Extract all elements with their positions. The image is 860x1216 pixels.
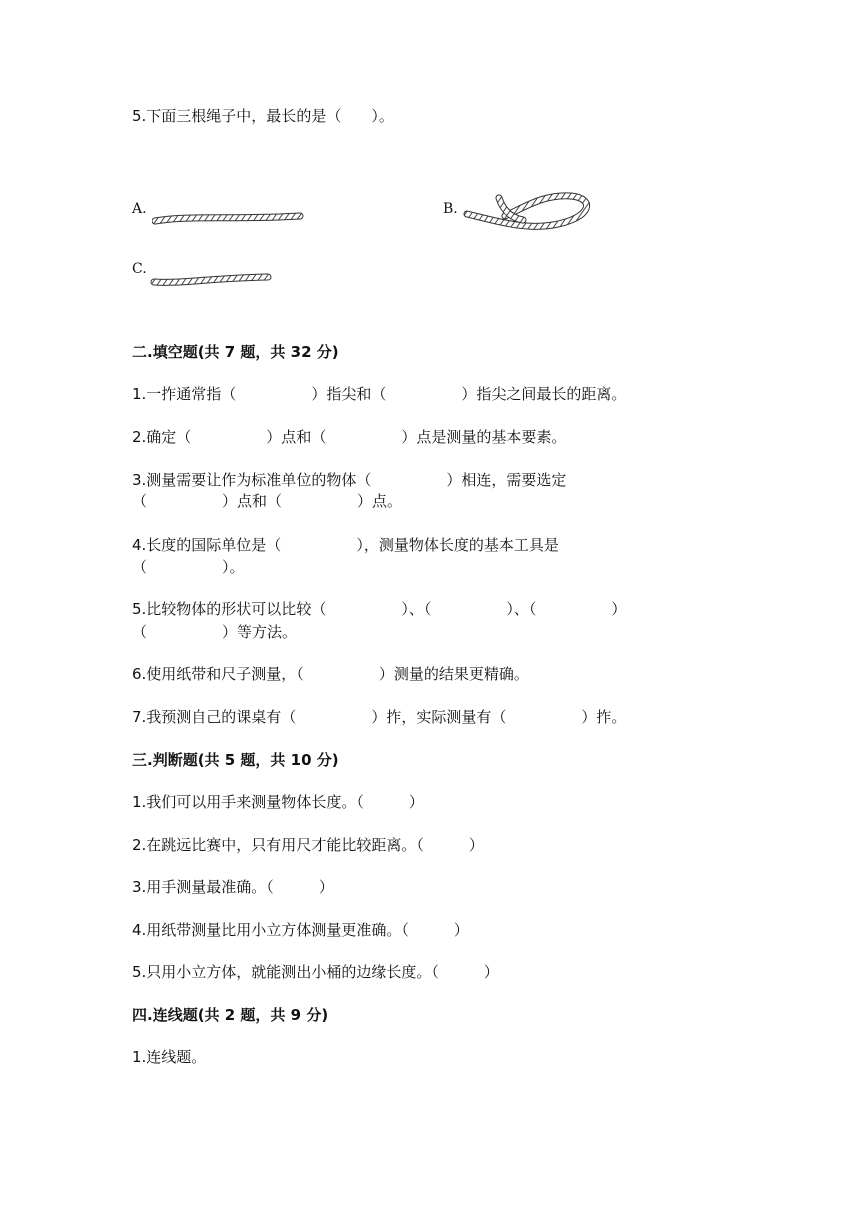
fill-question-6: 6.使用纸带和尺子测量，（ ）测量的结果更精确。: [132, 665, 529, 683]
rope-straight-short-icon: [150, 268, 272, 290]
judge-question-5: 5.只用小立方体，就能测出小桶的边缘长度。（ ）: [132, 963, 499, 981]
match-question-1: 1.连线题。: [132, 1048, 207, 1066]
option-a-label: A.: [132, 201, 147, 217]
judge-question-2: 2.在跳远比赛中，只有用尺才能比较距离。（ ）: [132, 836, 484, 854]
section-heading-fill: 二.填空题(共 7 题，共 32 分): [132, 343, 339, 361]
question-5-stem: 5.下面三根绳子中，最长的是（ ）。: [132, 107, 394, 125]
option-b-label: B.: [443, 201, 458, 217]
judge-question-3: 3.用手测量最准确。（ ）: [132, 878, 334, 896]
judge-question-1: 1.我们可以用手来测量物体长度。（ ）: [132, 793, 424, 811]
fill-question-5-line-1: 5.比较物体的形状可以比较（ ）、（ ）、（ ）: [132, 600, 627, 618]
section-heading-match: 四.连线题(共 2 题，共 9 分): [132, 1006, 329, 1024]
rope-looped-icon: [463, 190, 599, 236]
fill-question-3-line-2: （ ）点和（ ）点。: [132, 492, 403, 510]
fill-question-2: 2.确定（ ）点和（ ）点是测量的基本要素。: [132, 428, 567, 446]
fill-question-4-line-2: （ ）。: [132, 558, 245, 576]
fill-question-5-line-2: （ ）等方法。: [132, 623, 298, 641]
option-c-label: C.: [132, 261, 147, 277]
fill-question-3-line-1: 3.测量需要让作为标准单位的物体（ ）相连，需要选定: [132, 471, 567, 489]
judge-question-4: 4.用纸带测量比用小立方体测量更准确。（ ）: [132, 921, 469, 939]
fill-question-4-line-1: 4.长度的国际单位是（ ），测量物体长度的基本工具是: [132, 536, 559, 554]
section-heading-judge: 三.判断题(共 5 题，共 10 分): [132, 751, 339, 769]
rope-straight-long-icon: [152, 208, 304, 230]
fill-question-7: 7.我预测自己的课桌有（ ）拃，实际测量有（ ）拃。: [132, 708, 627, 726]
fill-question-1: 1.一拃通常指（ ）指尖和（ ）指尖之间最长的距离。: [132, 385, 627, 403]
